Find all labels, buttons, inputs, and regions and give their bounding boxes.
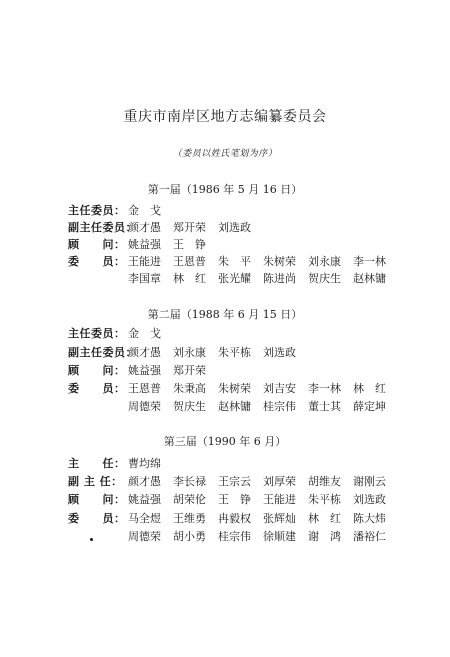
member-names xyxy=(128,473,398,489)
member-names xyxy=(128,236,218,252)
member-name: 刘永康 xyxy=(308,255,341,268)
member-name: 李长禄 xyxy=(173,475,206,488)
role-label: 主任委员： xyxy=(68,204,126,217)
member-name: 刘选政 xyxy=(263,346,296,359)
member-names xyxy=(128,510,398,526)
member-name: 周德荣 xyxy=(128,400,161,413)
role-label: 委 员： xyxy=(68,382,126,395)
role-label: 委 员： xyxy=(68,512,126,525)
member-name: 陈大炜 xyxy=(353,512,386,525)
member-name: 刘选政 xyxy=(218,221,251,234)
member-name: 赵林镛 xyxy=(218,400,251,413)
member-name: 张辉灿 xyxy=(263,512,296,525)
member-name: 金 戈 xyxy=(128,204,161,217)
member-name: 王恩普 xyxy=(173,255,206,268)
member-name: 李一林 xyxy=(353,255,386,268)
member-name: 曹均绵 xyxy=(128,457,161,470)
role-label: 副 主 任： xyxy=(68,475,123,488)
member-names xyxy=(128,344,308,360)
member-name: 颜才愚 xyxy=(128,475,161,488)
member-name: 姚益强 xyxy=(128,493,161,506)
member-name: 郑开荣 xyxy=(173,364,206,377)
member-name: 朱树荣 xyxy=(218,382,251,395)
page-subtitle: （委员以姓氏笔划为序） xyxy=(172,149,278,159)
member-name: 桂宗伟 xyxy=(218,530,251,543)
member-name: 王恩普 xyxy=(128,382,161,395)
member-name: 陈进尚 xyxy=(263,272,296,285)
member-names xyxy=(128,380,398,396)
role-label: 顾 问： xyxy=(68,238,126,251)
member-name: 王维勇 xyxy=(173,512,206,525)
member-name: 谢 鸿 xyxy=(308,530,341,543)
role-label: 委 员： xyxy=(68,255,126,268)
member-names xyxy=(128,325,173,341)
member-name: 郑开荣 xyxy=(173,221,206,234)
member-name: 贺庆生 xyxy=(173,400,206,413)
member-names xyxy=(128,528,398,544)
member-name: 颜才愚 xyxy=(128,346,161,359)
member-name: 刘吉安 xyxy=(263,382,296,395)
member-name: 董士其 xyxy=(308,400,341,413)
member-name: 王能进 xyxy=(128,255,161,268)
member-name: 朱平栋 xyxy=(218,346,251,359)
member-names xyxy=(128,219,263,235)
member-name: 张光耀 xyxy=(218,272,251,285)
term-heading-3: 第三届（1990 年 6 月） xyxy=(163,435,287,448)
role-label: 副主任委员： xyxy=(68,221,137,234)
member-name: 谢刚云 xyxy=(353,475,386,488)
member-name: 刘永康 xyxy=(173,346,206,359)
member-name: 胡维友 xyxy=(308,475,341,488)
member-names xyxy=(128,253,398,269)
member-names xyxy=(128,202,173,218)
member-name: 马全煜 xyxy=(128,512,161,525)
page-title: 重庆市南岸区地方志编纂委员会 xyxy=(123,109,327,125)
member-names xyxy=(128,362,218,378)
member-name: 周德荣 xyxy=(128,530,161,543)
role-label: 主 任： xyxy=(68,457,126,470)
member-name: 薛定坤 xyxy=(353,400,386,413)
term-heading-2: 第二届（1988 年 6 月 15 日） xyxy=(147,308,303,321)
member-names xyxy=(128,398,398,414)
member-name: 潘裕仁 xyxy=(353,530,386,543)
member-name: 姚益强 xyxy=(128,238,161,251)
member-name: 金 戈 xyxy=(128,327,161,340)
member-name: 林 红 xyxy=(308,512,341,525)
role-label: 副主任委员： xyxy=(68,346,137,359)
term-heading-1: 第一届（1986 年 5 月 16 日） xyxy=(147,183,303,196)
member-name: 朱 平 xyxy=(218,255,251,268)
member-name: 王能进 xyxy=(263,493,296,506)
role-label: 顾 问： xyxy=(68,364,126,377)
role-label: 主任委员： xyxy=(68,327,126,340)
member-name: 胡小勇 xyxy=(173,530,206,543)
member-name: 王 铮 xyxy=(218,493,251,506)
member-name: 姚益强 xyxy=(128,364,161,377)
member-name: 朱树荣 xyxy=(263,255,296,268)
member-name: 刘厚荣 xyxy=(263,475,296,488)
member-name: 朱平栋 xyxy=(308,493,341,506)
member-name: 王宗云 xyxy=(218,475,251,488)
member-name: 林 红 xyxy=(353,382,386,395)
member-name: 赵林镛 xyxy=(353,272,386,285)
member-names xyxy=(128,270,398,286)
member-name: 徐顺建 xyxy=(263,530,296,543)
member-name: 李国章 xyxy=(128,272,161,285)
member-name: 颜才愚 xyxy=(128,221,161,234)
member-name: 贺庆生 xyxy=(308,272,341,285)
member-name: 刘选政 xyxy=(353,493,386,506)
role-label: 顾 问： xyxy=(68,493,126,506)
member-name: 朱秉高 xyxy=(173,382,206,395)
member-name: 胡荣伦 xyxy=(173,493,206,506)
member-name: 冉毅权 xyxy=(218,512,251,525)
member-names xyxy=(128,455,173,471)
stray-dot xyxy=(90,538,93,541)
member-name: 王 铮 xyxy=(173,238,206,251)
member-name: 林 红 xyxy=(173,272,206,285)
member-name: 桂宗伟 xyxy=(263,400,296,413)
member-name: 李一林 xyxy=(308,382,341,395)
member-names xyxy=(128,491,398,507)
